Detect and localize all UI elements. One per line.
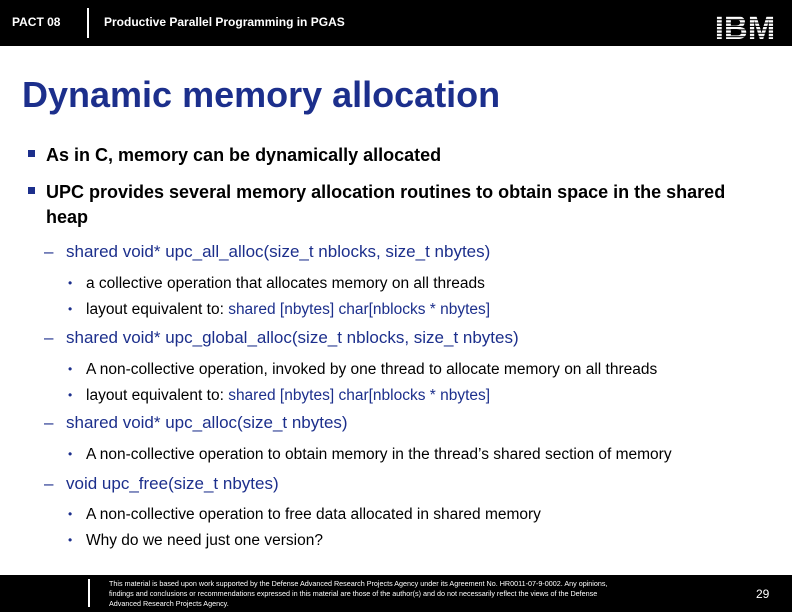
- note-item: [66, 273, 786, 294]
- note-text: layout equivalent to:: [86, 387, 229, 404]
- routine-item: [44, 473, 784, 495]
- dash-bullet: –: [44, 242, 54, 261]
- note-item: [66, 299, 786, 320]
- dash-bullet: –: [44, 328, 54, 347]
- square-bullet-icon: [28, 187, 35, 194]
- note-text: A non-collective operation, invoked by one thread to allocate memory on all threads: [86, 361, 658, 378]
- note-item: [66, 530, 786, 551]
- bullet-item: [28, 143, 768, 168]
- routine-signature: shared void* upc_global_alloc(size_t nblocks, size_t nbytes): [66, 328, 519, 347]
- presentation-title: Productive Parallel Programming in PGAS: [104, 15, 345, 29]
- note-item: [66, 385, 786, 406]
- dash-bullet: –: [44, 413, 54, 432]
- routine-signature: void upc_free(size_t nbytes): [66, 474, 279, 493]
- routine-item: [44, 412, 784, 434]
- dot-bullet-icon: •: [68, 276, 73, 290]
- dot-bullet-icon: •: [68, 447, 73, 461]
- slide-header: [0, 0, 792, 46]
- square-bullet-icon: [28, 150, 35, 157]
- dot-bullet-icon: •: [68, 533, 73, 547]
- bullet-text: UPC provides several memory allocation routines to obtain space in the shared heap: [46, 182, 726, 227]
- routine-item: [44, 241, 784, 263]
- ibm-logo-icon: [712, 10, 778, 44]
- bullet-item: [28, 180, 768, 230]
- page-number: 29: [756, 587, 770, 601]
- dot-bullet-icon: •: [68, 362, 73, 376]
- dot-bullet-icon: •: [68, 507, 73, 521]
- note-text: Why do we need just one version?: [86, 532, 323, 549]
- routine-item: [44, 327, 784, 349]
- layout-code: shared [nbytes] char[nblocks * nbytes]: [228, 301, 491, 318]
- note-text: A non-collective operation to free data allocated in shared memory: [86, 506, 541, 523]
- note-item: [66, 359, 786, 380]
- note-text: a collective operation that allocates memory on all threads: [86, 275, 485, 292]
- dash-bullet: –: [44, 474, 54, 493]
- dot-bullet-icon: •: [68, 388, 73, 402]
- slide-title: Dynamic memory allocation: [22, 74, 501, 115]
- slide-footer: [0, 575, 792, 612]
- note-item: [66, 504, 786, 525]
- header-divider: [87, 8, 89, 38]
- conference-label: PACT 08: [12, 15, 61, 29]
- note-text: A non-collective operation to obtain memory in the thread’s shared section of memory: [86, 446, 672, 463]
- funding-disclaimer: This material is based upon work supported by the Defense Advanced Research Projects Agency under its Agreement No. HR0011-07-9-0002. Any opinions, findings and conclusions or recommendations expressed in this material are those of the author(s) and do not necessarily reflect the views of the Defense Advanced Research Projects Agency.: [109, 579, 608, 608]
- dot-bullet-icon: •: [68, 302, 73, 316]
- note-text: layout equivalent to:: [86, 301, 229, 318]
- bullet-text: As in C, memory can be dynamically allocated: [46, 145, 442, 165]
- layout-code: shared [nbytes] char[nblocks * nbytes]: [228, 387, 491, 404]
- note-item: [66, 444, 786, 465]
- routine-signature: shared void* upc_all_alloc(size_t nblocks, size_t nbytes): [66, 242, 491, 261]
- footer-divider: [88, 579, 90, 607]
- routine-signature: shared void* upc_alloc(size_t nbytes): [66, 413, 348, 432]
